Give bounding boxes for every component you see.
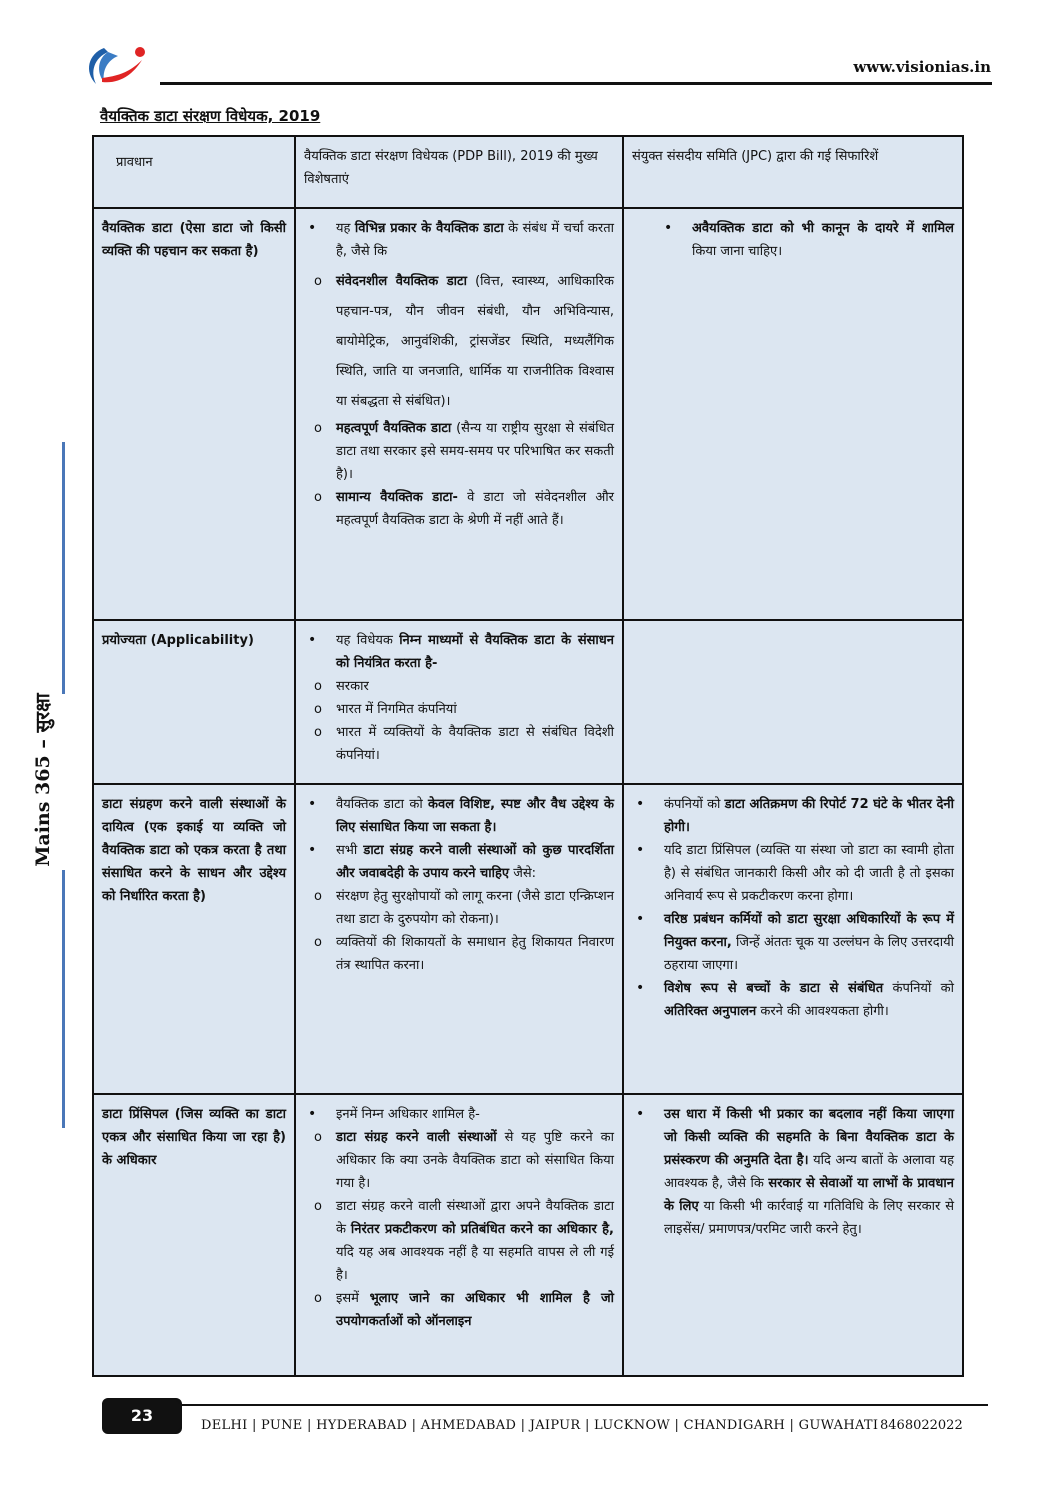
list-item: • सभी डाटा संग्रह करने वाली संस्थाओं को कुछ पारदर्शिता और जवाबदेही के उपाय करने चाहिए जैसे: o संरक्षण हेतु सुरक्षोपायों को लागू करना (जैसे डाटा एन्क्रिप्शन तथा डाटा के दुरुपयोग को रोकना)। o व्यक्तियों की शिकायतों के समाधान हेतु शिकायत निवारण तंत्र स्थापित करना।	[304, 839, 614, 977]
list-item: • यदि डाटा प्रिंसिपल (व्यक्ति या संस्था जो डाटा का स्वामी होता है) से संबंधित जानकारी किसी और को दी जाती है तो इसका अनिवार्य रूप से प्रकटीकरण करना होगा।	[632, 839, 954, 908]
comparison-table	[92, 135, 964, 1377]
list-item: • अवैयक्तिक डाटा को भी कानून के दायरे में शामिल किया जाना चाहिए।	[660, 217, 954, 263]
provision-cell: डाटा प्रिंसिपल (जिस व्यक्ति का डाटा एकत्र और संसाधित किया जा रहा है) के अधिकार	[93, 1094, 295, 1376]
features-cell	[295, 208, 623, 620]
list-item: • विशेष रूप से बच्चों के डाटा से संबंधित कंपनियों को अतिरिक्त अनुपालन करने की आवश्यकता होगी।	[632, 977, 954, 1023]
list-item: o भारत में व्यक्तियों के वैयक्तिक डाटा से संबंधित विदेशी कंपनियां।	[304, 721, 614, 767]
header-recommendations: संयुक्त संसदीय समिति (JPC) द्वारा की गई सिफारिशें	[623, 136, 963, 208]
list-item: o व्यक्तियों की शिकायतों के समाधान हेतु शिकायत निवारण तंत्र स्थापित करना।	[304, 931, 614, 977]
side-line-bottom	[62, 870, 65, 1128]
list-item: • यह विधेयक निम्न माध्यमों से वैयक्तिक डाटा के संसाधन को नियंत्रित करता है- o सरकार o भारत में निगमित कंपनियां o भारत में व्यक्तियों के वैयक्तिक डाटा से संबंधित विदेशी कंपनियां।	[304, 629, 614, 767]
table-row	[93, 208, 963, 620]
features-cell	[295, 1094, 623, 1376]
page-title: वैयक्तिक डाटा संरक्षण विधेयक, 2019	[100, 107, 321, 125]
side-label: Mains 365 – सुरक्षा	[32, 693, 54, 867]
recommendations-cell	[623, 620, 963, 784]
header-provision: प्रावधान	[93, 136, 295, 208]
list-item: o संरक्षण हेतु सुरक्षोपायों को लागू करना (जैसे डाटा एन्क्रिप्शन तथा डाटा के दुरुपयोग को रोकना)।	[304, 885, 614, 931]
table-header-row	[93, 136, 963, 208]
list-item: • कंपनियों को डाटा अतिक्रमण की रिपोर्ट 72 घंटे के भीतर देनी होगी।	[632, 793, 954, 839]
page-number: 23	[102, 1398, 182, 1434]
recommendations-cell	[623, 784, 963, 1094]
list-item: • यह विभिन्न प्रकार के वैयक्तिक डाटा के संबंध में चर्चा करता है, जैसे कि o संवेदनशील वैयक्तिक डाटा (वित्त, स्वास्थ्य, आधिकारिक पहचान-पत्र, यौन जीवन संबंधी, यौन अभिविन्यास, बायोमेट्रिक, आनुवंशिकी, ट्रांसजेंडर स्थिति, मध्यलैंगिक स्थिति, जाति या जनजाति, धार्मिक या राजनीतिक विश्वास या संबद्धता से संबंधित)। o महत्वपूर्ण वैयक्तिक डाटा (सैन्य या राष्ट्रीय सुरक्षा से संबंधित डाटा तथा सरकार इसे समय-समय पर परिभाषित कर सकती है)। o सामान्य वैयक्तिक डाटा- वे डाटा जो संवेदनशील और महत्वपूर्ण वैयक्तिक डाटा के श्रेणी में नहीं आते हैं।	[304, 217, 614, 532]
table-row	[93, 784, 963, 1094]
features-cell	[295, 620, 623, 784]
header-features: वैयक्तिक डाटा संरक्षण विधेयक (PDP Bill), 2019 की मुख्य विशेषताएं	[295, 136, 623, 208]
footer-rule	[178, 1404, 988, 1406]
list-item: o डाटा संग्रह करने वाली संस्थाओं से यह पुष्टि करने का अधिकार कि क्या उनके वैयक्तिक डाटा को संसाधित किया गया है।	[304, 1126, 614, 1195]
recommendations-cell	[623, 208, 963, 620]
list-item: o सरकार	[304, 675, 614, 698]
list-item: o सामान्य वैयक्तिक डाटा- वे डाटा जो संवेदनशील और महत्वपूर्ण वैयक्तिक डाटा के श्रेणी में नहीं आते हैं।	[304, 486, 614, 532]
provision-cell: डाटा संग्रहण करने वाली संस्थाओं के दायित्व (एक इकाई या व्यक्ति जो वैयक्तिक डाटा को एकत्र करता है तथा संसाधित करने के साधन और उद्देश्य को निर्धारित करता है)	[93, 784, 295, 1094]
list-item: • इनमें निम्न अधिकार शामिल है- o डाटा संग्रह करने वाली संस्थाओं से यह पुष्टि करने का अधिकार कि क्या उनके वैयक्तिक डाटा को संसाधित किया गया है। o डाटा संग्रह करने वाली संस्थाओं द्वारा अपने वैयक्तिक डाटा के निरंतर प्रकटीकरण को प्रतिबंधित करने का अधिकार है, यदि यह अब आवश्यक नहीं है या सहमति वापस ले ली गई है। o इसमें भूलाए जाने का अधिकार भी शामिल है जो उपयोगकर्ताओं को ऑनलाइन	[304, 1103, 614, 1333]
table-row	[93, 620, 963, 784]
vision-ias-logo	[82, 42, 162, 92]
list-item: o भारत में निगमित कंपनियां	[304, 698, 614, 721]
header-rule	[160, 82, 992, 85]
list-item: o इसमें भूलाए जाने का अधिकार भी शामिल है जो उपयोगकर्ताओं को ऑनलाइन	[304, 1287, 614, 1333]
provision-cell: वैयक्तिक डाटा (ऐसा डाटा जो किसी व्यक्ति की पहचान कर सकता है)	[93, 208, 295, 620]
list-item: o संवेदनशील वैयक्तिक डाटा (वित्त, स्वास्थ्य, आधिकारिक पहचान-पत्र, यौन जीवन संबंधी, यौन अभिविन्यास, बायोमेट्रिक, आनुवंशिकी, ट्रांसजेंडर स्थिति, मध्यलैंगिक स्थिति, जाति या जनजाति, धार्मिक या राजनीतिक विश्वास या संबद्धता से संबंधित)।	[304, 267, 614, 417]
table-row	[93, 1094, 963, 1376]
recommendations-cell	[623, 1094, 963, 1376]
side-line-top	[62, 442, 65, 694]
list-item: • वरिष्ठ प्रबंधन कर्मियों को डाटा सुरक्षा अधिकारियों के रूप में नियुक्त करना, जिन्हें अंततः चूक या उल्लंघन के लिए उत्तरदायी ठहराया जाएगा।	[632, 908, 954, 977]
footer-phone[interactable]: 8468022022	[880, 1418, 963, 1433]
website-url[interactable]: www.visionias.in	[853, 58, 991, 76]
footer-cities: DELHI | PUNE | HYDERABAD | AHMEDABAD | JAIPUR | LUCKNOW | CHANDIGARH | GUWAHATI	[201, 1418, 879, 1433]
list-item: o डाटा संग्रह करने वाली संस्थाओं द्वारा अपने वैयक्तिक डाटा के निरंतर प्रकटीकरण को प्रतिबंधित करने का अधिकार है, यदि यह अब आवश्यक नहीं है या सहमति वापस ले ली गई है।	[304, 1195, 614, 1287]
provision-cell: प्रयोज्यता (Applicability)	[93, 620, 295, 784]
list-item: • वैयक्तिक डाटा को केवल विशिष्ट, स्पष्ट और वैध उद्देश्य के लिए संसाधित किया जा सकता है।	[304, 793, 614, 839]
features-cell	[295, 784, 623, 1094]
list-item: o महत्वपूर्ण वैयक्तिक डाटा (सैन्य या राष्ट्रीय सुरक्षा से संबंधित डाटा तथा सरकार इसे समय-समय पर परिभाषित कर सकती है)।	[304, 417, 614, 486]
list-item: • उस धारा में किसी भी प्रकार का बदलाव नहीं किया जाएगा जो किसी व्यक्ति की सहमति के बिना वैयक्तिक डाटा के प्रसंस्करण की अनुमति देता है। यदि अन्य बातों के अलावा यह आवश्यक है, जैसे कि सरकार से सेवाओं या लाभों के प्रावधान के लिए या किसी भी कार्रवाई या गतिविधि के लिए सरकार से लाइसेंस/ प्रमाणपत्र/परमिट जारी करने हेतु।	[632, 1103, 954, 1241]
